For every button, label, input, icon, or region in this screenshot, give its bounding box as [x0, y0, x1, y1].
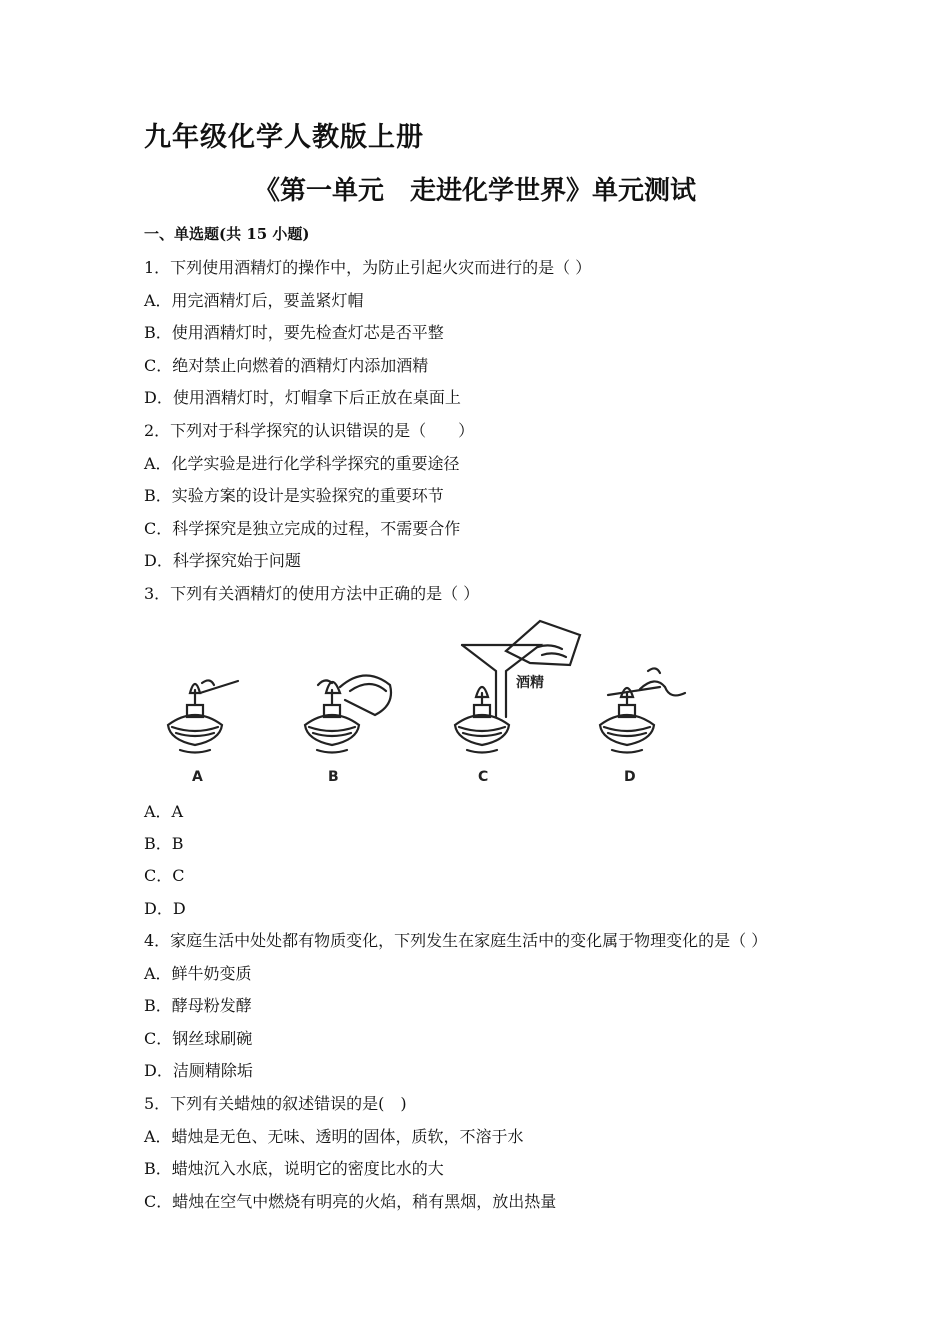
section-heading: 一、单选题(共 15 小题): [144, 225, 310, 243]
lamp-b-drawing: [305, 675, 391, 752]
question-4-option-c: C．钢丝球刷碗: [144, 1029, 253, 1048]
lamp-d-drawing: [600, 668, 685, 752]
question-1-option-b: B．使用酒精灯时，要先检查灯芯是否平整: [144, 323, 444, 342]
question-3-option-d: D．D: [144, 899, 186, 918]
figure-label-c: C: [478, 769, 489, 785]
question-5-option-a: A．蜡烛是无色、无味、透明的固体，质软，不溶于水: [144, 1127, 524, 1146]
question-3-option-b: B．B: [144, 834, 184, 853]
figure-label-d: D: [624, 769, 636, 785]
alcohol-lamp-figure: [150, 605, 710, 790]
question-5-option-c: C．蜡烛在空气中燃烧有明亮的火焰，稍有黑烟，放出热量: [144, 1192, 557, 1211]
document-title: 九年级化学人教版上册: [144, 122, 424, 153]
question-2-option-c: C．科学探究是独立完成的过程，不需要合作: [144, 519, 461, 538]
question-1-option-d: D．使用酒精灯时，灯帽拿下后正放在桌面上: [144, 388, 461, 407]
question-2-stem: 2．下列对于科学探究的认识错误的是（ ）: [144, 421, 475, 440]
figure-label-a: A: [192, 769, 203, 785]
question-1-stem: 1．下列使用酒精灯的操作中，为防止引起火灾而进行的是（ ）: [144, 258, 592, 277]
question-4-stem: 4．家庭生活中处处都有物质变化，下列发生在家庭生活中的变化属于物理变化的是（ ）: [144, 931, 768, 950]
question-4-option-a: A．鲜牛奶变质: [144, 964, 252, 983]
question-1-option-c: C．绝对禁止向燃着的酒精灯内添加酒精: [144, 356, 429, 375]
question-1-option-a: A．用完酒精灯后，要盖紧灯帽: [144, 291, 364, 310]
figure-label-b: B: [328, 769, 339, 785]
question-5-option-b: B．蜡烛沉入水底，说明它的密度比水的大: [144, 1159, 444, 1178]
question-5-stem: 5．下列有关蜡烛的叙述错误的是( ): [144, 1094, 407, 1113]
question-3-option-c: C．C: [144, 866, 185, 885]
document-subtitle: 《第一单元 走进化学世界》单元测试: [253, 176, 696, 206]
question-3-stem: 3．下列有关酒精灯的使用方法中正确的是（ ）: [144, 584, 480, 603]
question-2-option-a: A．化学实验是进行化学科学探究的重要途径: [144, 454, 460, 473]
question-2-option-b: B．实验方案的设计是实验探究的重要环节: [144, 486, 444, 505]
lamp-a-drawing: [168, 680, 238, 752]
bottle-label: 酒精: [516, 675, 544, 691]
question-4-option-b: B．酵母粉发酵: [144, 996, 252, 1015]
question-3-option-a: A．A: [144, 802, 184, 821]
question-2-option-d: D．科学探究始于问题: [144, 551, 301, 570]
question-4-option-d: D．洁厕精除垢: [144, 1061, 253, 1080]
